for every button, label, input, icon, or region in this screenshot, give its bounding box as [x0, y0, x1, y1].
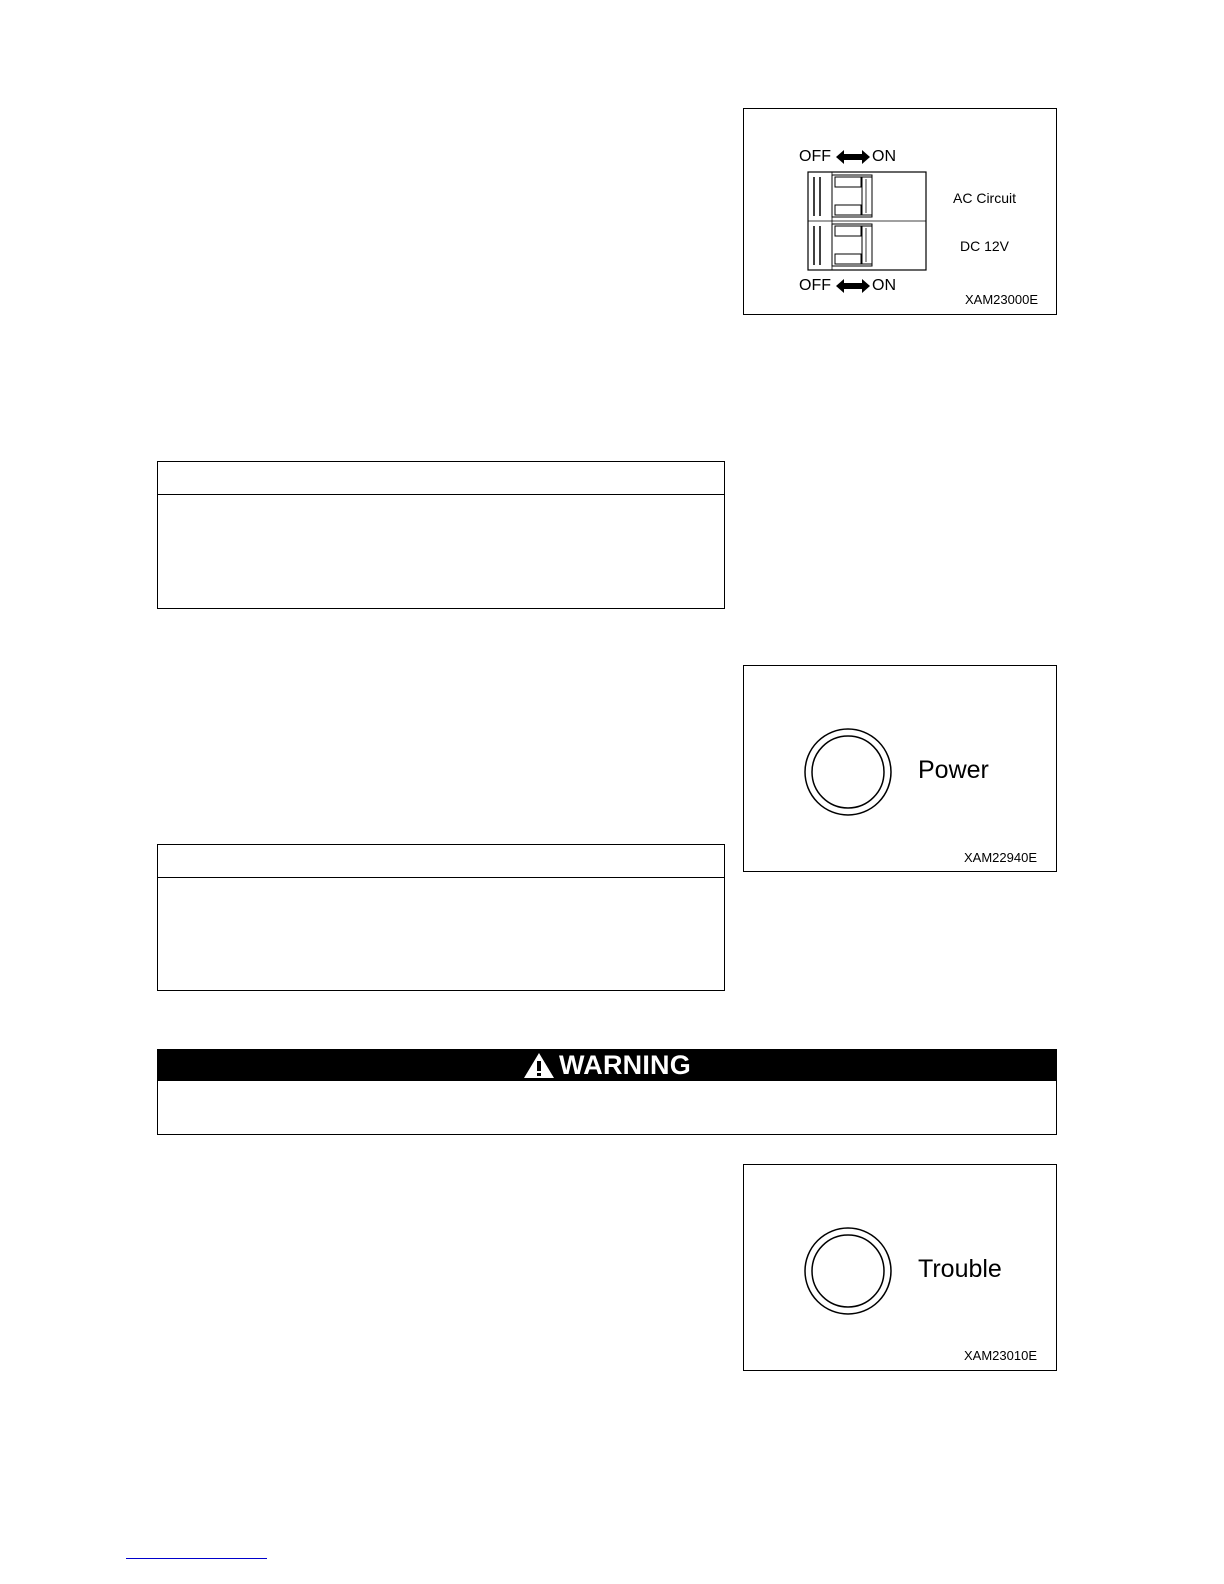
dc-12v-label: DC 12V	[960, 238, 1010, 254]
note-box-header	[158, 845, 724, 878]
breaker-switch-figure	[743, 108, 1057, 315]
power-lamp-figure	[743, 665, 1057, 872]
trouble-lamp-figure	[743, 1164, 1057, 1371]
footer-rule	[126, 1558, 267, 1559]
warning-triangle-icon	[523, 1052, 555, 1079]
ac-circuit-label: AC Circuit	[953, 190, 1017, 206]
figure-code: XAM23000E	[965, 292, 1038, 307]
double-arrow-icon	[836, 279, 870, 293]
power-label: Power	[918, 756, 989, 784]
power-lamp-icon	[744, 666, 1058, 873]
on-label-top: ON	[872, 148, 896, 165]
warning-box	[157, 1049, 1057, 1135]
warning-header	[158, 1050, 1056, 1081]
off-label-bottom: OFF	[799, 277, 831, 294]
note-box	[157, 844, 725, 991]
breaker-switch-diagram	[744, 109, 1058, 316]
figure-code: XAM23010E	[964, 1348, 1037, 1363]
warning-title: WARNING	[559, 1050, 691, 1080]
off-label-top: OFF	[799, 148, 831, 165]
note-box-header	[158, 462, 724, 495]
trouble-label: Trouble	[918, 1255, 1002, 1283]
figure-code: XAM22940E	[964, 850, 1037, 865]
on-label-bottom: ON	[872, 277, 896, 294]
double-arrow-icon	[836, 150, 870, 164]
note-box	[157, 461, 725, 609]
trouble-lamp-icon	[744, 1165, 1058, 1372]
